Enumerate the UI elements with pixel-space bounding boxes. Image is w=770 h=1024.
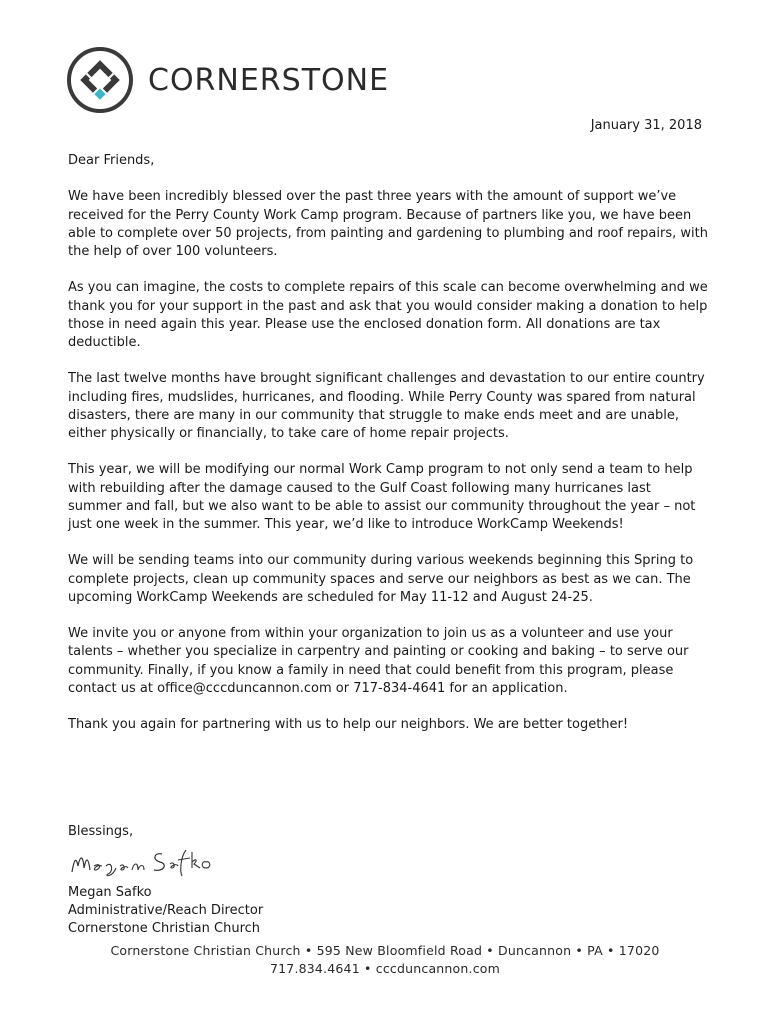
signature-block — [68, 884, 263, 938]
greeting: Dear Friends, — [68, 153, 155, 168]
signer-title: Administrative/Reach Director — [68, 903, 264, 918]
paragraph: We will be sending teams into our community during various weekends beginning this Spring to complete projects, clean up community spaces and serve our neighbors as best as we can. The upcoming WorkCamp Weekends are scheduled for May 11-12 and August 24-25. — [68, 553, 694, 605]
signer-name: Megan Safko — [68, 885, 152, 900]
paragraph: As you can imagine, the costs to complete repairs of this scale can become overwhelming and we thank you for your support in the past and ask that you would consider making a donation to help those in need again this year. Please use the enclosed donation form. All donations are tax deductible. — [68, 280, 708, 350]
logo-wordmark: CORNERSTONE — [148, 62, 390, 98]
footer-address: Cornerstone Christian Church • 595 New Bloomfield Road • Duncannon • PA • 17020 — [110, 943, 660, 958]
letter-date: January 31, 2018 — [590, 118, 702, 133]
letterhead-footer — [0, 942, 770, 978]
footer-contact: 717.834.4641 • cccduncannon.com — [269, 961, 500, 976]
paragraph: The last twelve months have brought significant challenges and devastation to our entire country including fires, mudslides, hurricanes, and flooding. While Perry County was spared from natural disasters, there are many in our community that struggle to make ends meet and are unable, either physically or financially, to take care of home repair projects. — [68, 371, 705, 441]
church-logo — [66, 46, 389, 114]
paragraph: Thank you again for partnering with us to help our neighbors. We are better together! — [68, 717, 629, 733]
paragraph: We have been incredibly blessed over the past three years with the amount of support we’ve received for the Perry County Work Camp program. Because of partners like you, we have been able to complete over 50 projects, from painting and gardening to plumbing and roof repairs, with the help of over 100 volunteers. — [68, 189, 708, 259]
closing: Blessings, — [68, 824, 134, 839]
signer-organization: Cornerstone Christian Church — [68, 921, 261, 936]
paragraph: This year, we will be modifying our normal Work Camp program to not only send a team to help with rebuilding after the damage caused to the Gulf Coast following many hurricanes last summer and fall, but we also want to be able to assist our community throughout the year – not just one week in the summer. This year, we’d like to introduce WorkCamp Weekends! — [68, 462, 696, 532]
cornerstone-logo-icon — [66, 46, 134, 114]
handwritten-signature — [66, 842, 216, 882]
letter-body — [68, 152, 708, 753]
paragraph: We invite you or anyone from within your organization to join us as a volunteer and use your talents – whether you specialize in carpentry and painting or cooking and baking – to serve our community. Finally, if you know a family in need that could benefit from this program, please contact us at office@cccduncannon.com or 717-834-4641 for an application. — [68, 626, 689, 696]
